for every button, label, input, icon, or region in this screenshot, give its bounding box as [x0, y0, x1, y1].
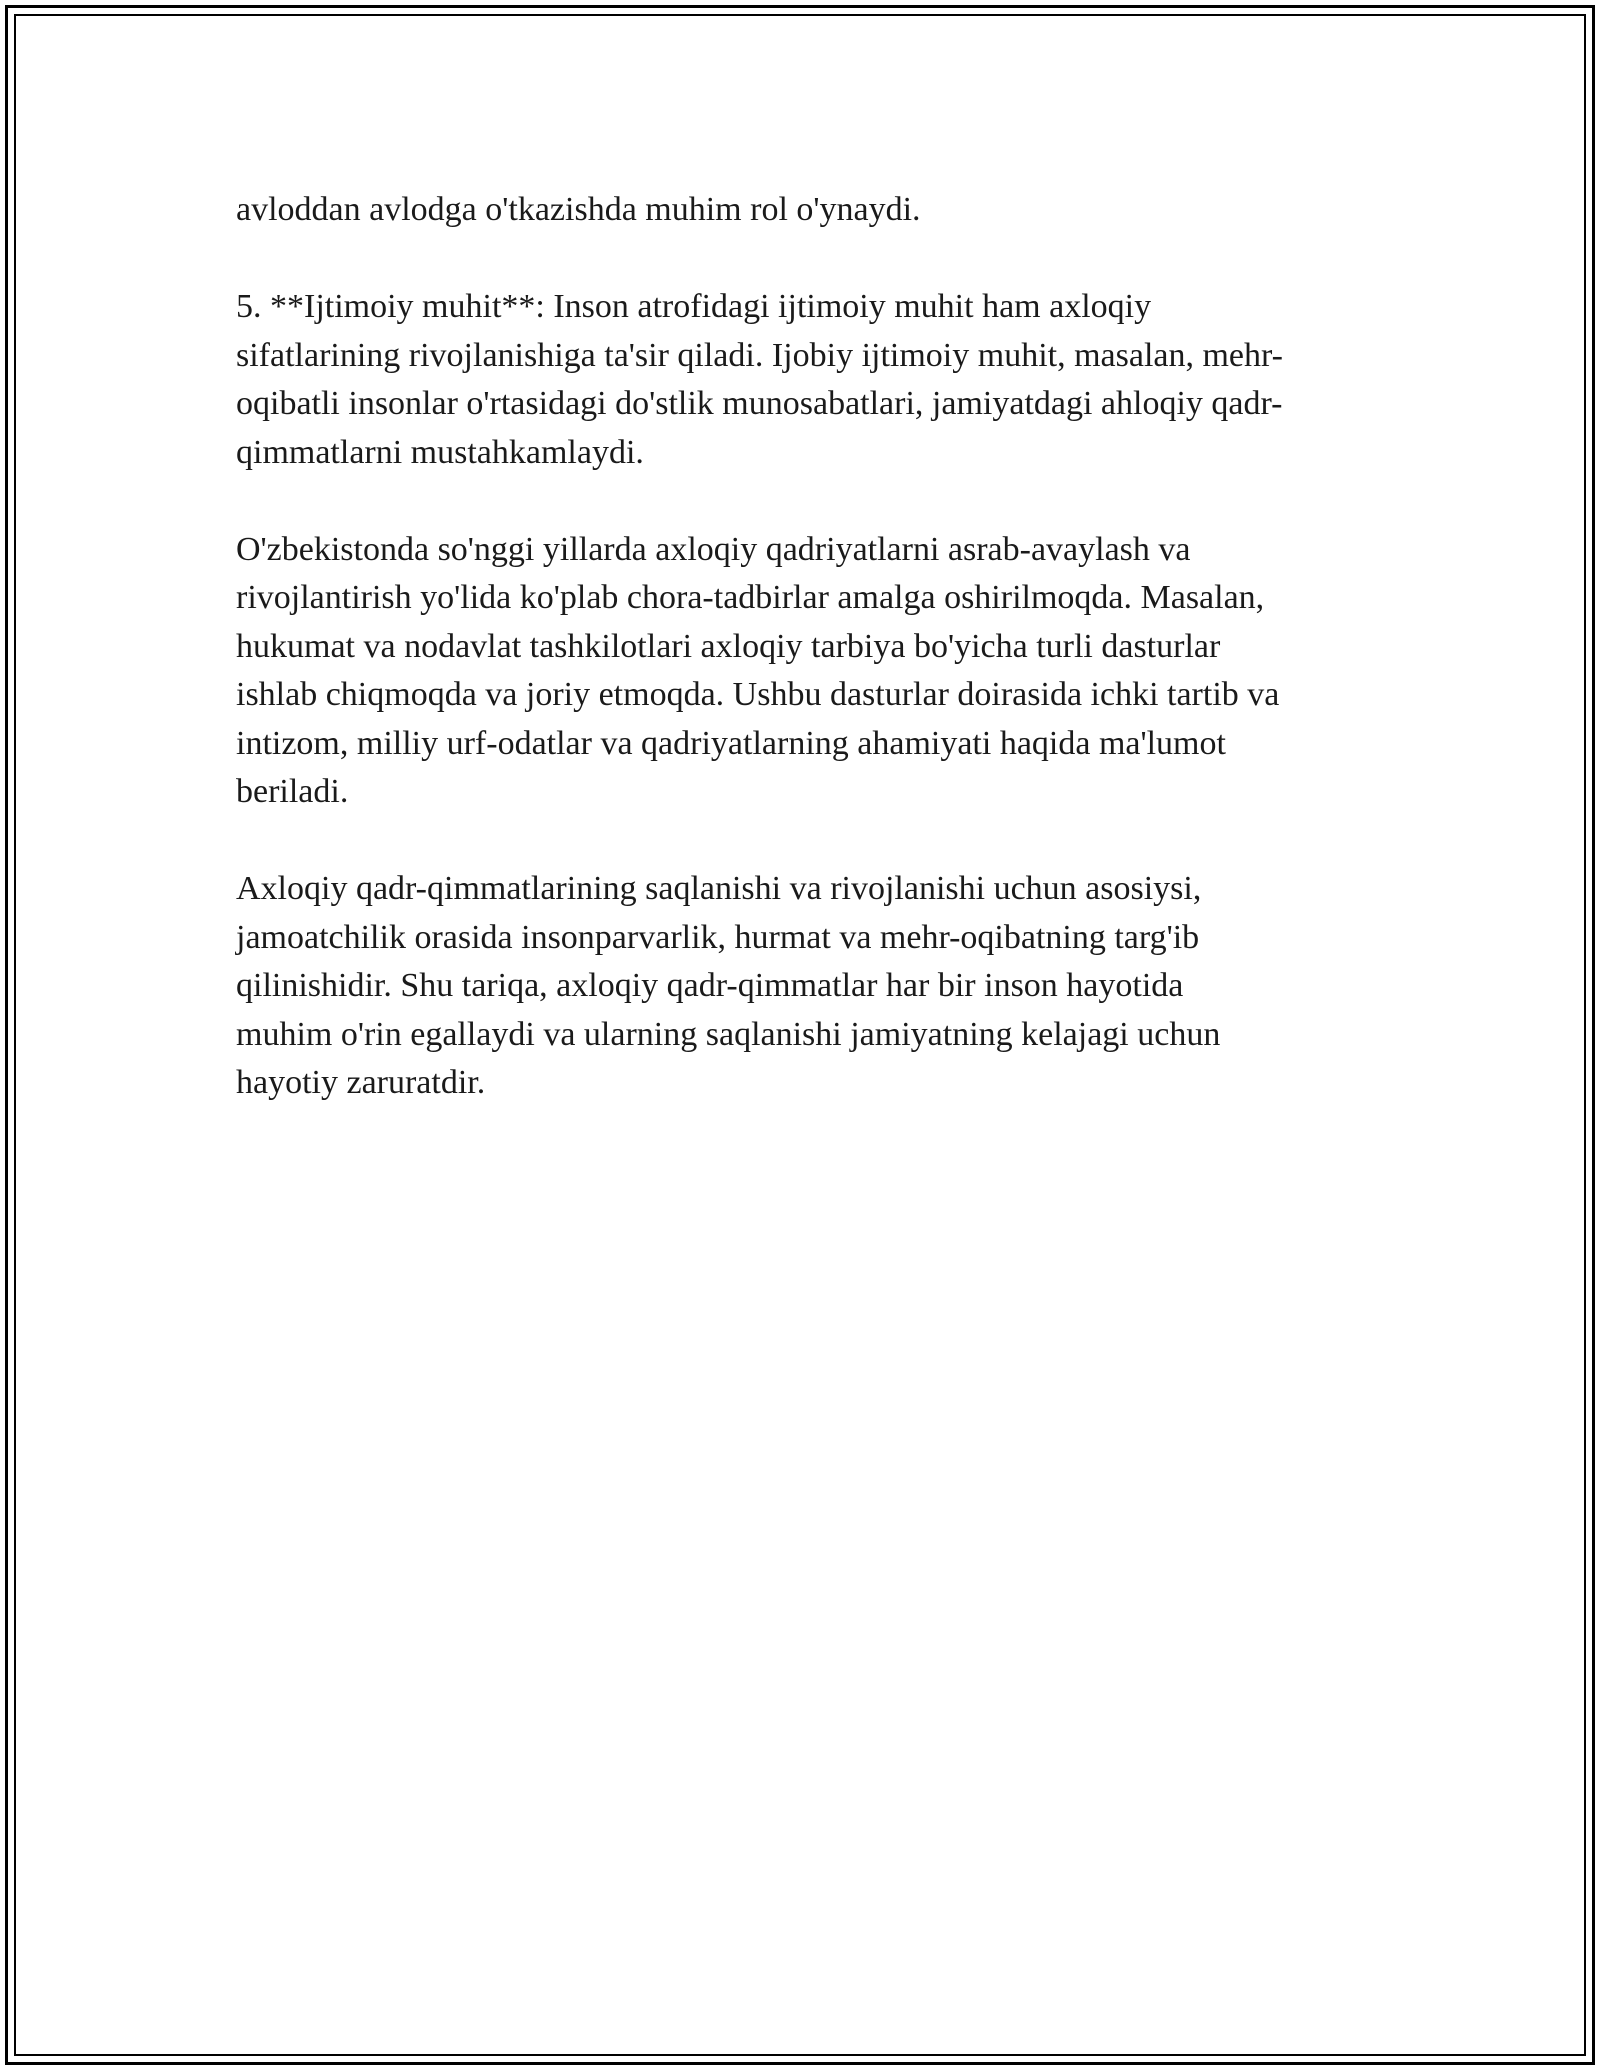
text-line: 5. **Ijtimoiy muhit**: Inson atrofidagi ijtimoiy muhit ham axloqiy [236, 288, 1152, 325]
document-body [236, 186, 1386, 1156]
text-line: intizom, milliy urf-odatlar va qadriyatlarning ahamiyati haqida ma'lumot [236, 724, 1226, 762]
paragraph-4 [236, 865, 1386, 1108]
text-line: hayotiy zaruratdir. [236, 1064, 486, 1101]
text-line: qilinishidir. Shu tariqa, axloqiy qadr-qimmatlar har bir inson hayotida [236, 967, 1184, 1004]
text-line: beriladi. [236, 773, 349, 810]
text-line: jamoatchilik orasida insonparvarlik, hurmat va mehr-oqibatning targ'ib [236, 918, 1200, 956]
paragraph-2 [236, 283, 1386, 477]
paragraph-3 [236, 526, 1386, 817]
text-line: muhim o'rin egallaydi va ularning saqlanishi jamiyatning kelajagi uchun [236, 1015, 1221, 1053]
text-line: avloddan avlodga o'tkazishda muhim rol o'ynaydi. [236, 191, 921, 228]
text-line: ishlab chiqmoqda va joriy etmoqda. Ushbu dasturlar doirasida ichki tartib va [236, 676, 1280, 713]
text-line: oqibatli insonlar o'rtasidagi do'stlik munosabatlari, jamiyatdagi ahloqiy qadr- [236, 385, 1283, 422]
text-line: qimmatlarni mustahkamlaydi. [236, 433, 644, 471]
text-line: sifatlarining rivojlanishiga ta'sir qiladi. Ijobiy ijtimoiy muhit, masalan, mehr- [236, 336, 1283, 374]
text-line: rivojlantirish yo'lida ko'plab chora-tadbirlar amalga oshirilmoqda. Masalan, [236, 579, 1265, 616]
text-line: Axloqiy qadr-qimmatlarining saqlanishi va rivojlanishi uchun asosiysi, [236, 870, 1202, 907]
text-line: O'zbekistonda so'nggi yillarda axloqiy qadriyatlarni asrab-avaylash va [236, 530, 1191, 568]
paragraph-1 [236, 186, 1386, 235]
text-line: hukumat va nodavlat tashkilotlari axloqiy tarbiya bo'yicha turli dasturlar [236, 627, 1221, 665]
